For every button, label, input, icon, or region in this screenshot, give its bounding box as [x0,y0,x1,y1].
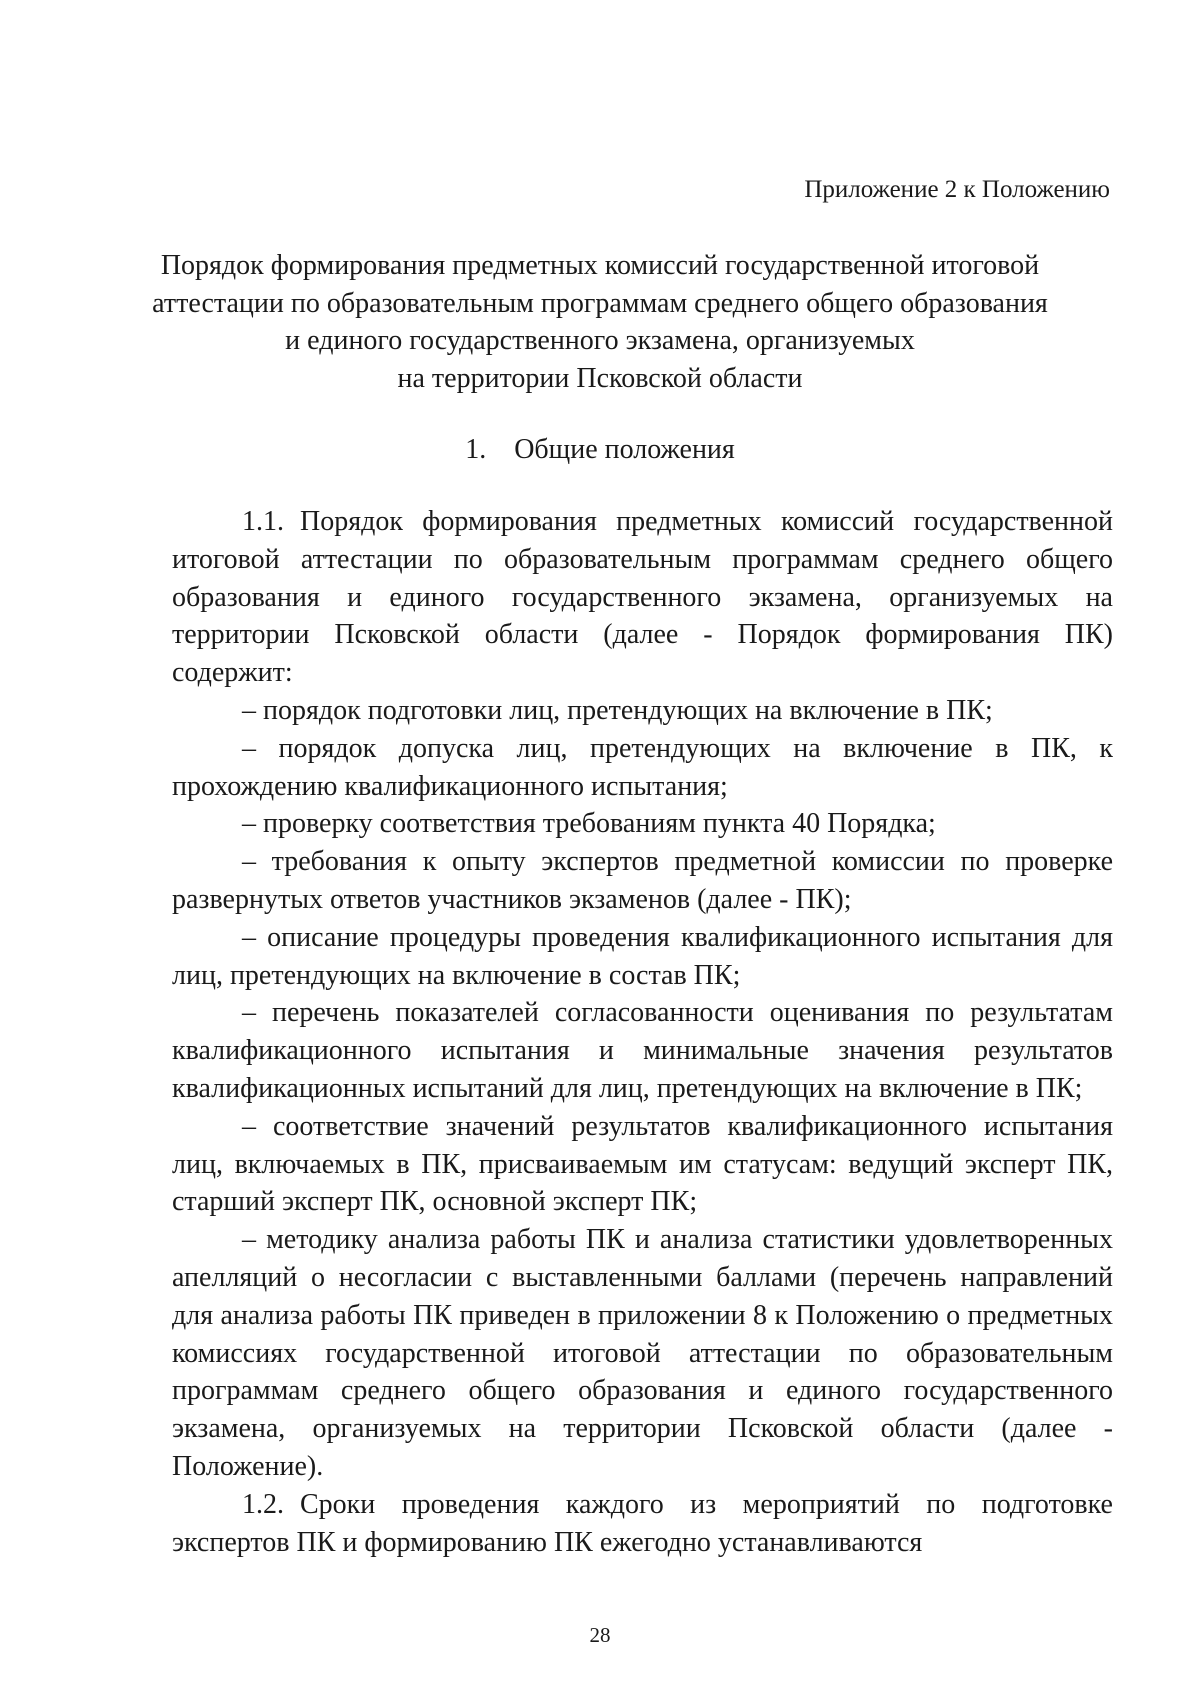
list-item: – соответствие значений результатов квалификационного испытания лиц, включаемых в ПК, присваиваемым им статусам: ведущий эксперт ПК, старший эксперт ПК, основной эксперт ПК; [172,1110,1113,1218]
section-number: 1. [465,434,487,465]
paragraph-number: 1.2. [242,1488,284,1520]
title-line: и единого государственного экзамена, организуемых [285,325,915,356]
paragraph-text: Сроки проведения каждого из мероприятий по подготовке экспертов ПК и формированию ПК ежегодно устанавливаются [172,1488,1113,1558]
paragraph-text: Порядок формирования предметных комиссий государственной итоговой аттестации по образовательным программам среднего общего образования и единого государственного экзамена, организуемых на территории Псковской области (далее - Порядок формирования ПК) содержит: [172,506,1113,689]
page-number: 28 [589,1623,611,1647]
title-line: аттестации по образовательным программам среднего общего образования [152,287,1048,319]
section-title: Общие положения [514,434,735,465]
paragraph-1-2 [172,1486,1113,1562]
list-item: – перечень показателей согласованности оценивания по результатам квалификационного испытания и минимальные значения результатов квалификационных испытаний для лиц, претендующих на включение в ПК; [172,997,1113,1104]
title-line: Порядок формирования предметных комиссий государственной итоговой [160,250,1040,281]
list-item: – проверку соответствия требованиям пункта 40 Порядка; [242,808,936,840]
body-text [172,503,1113,1561]
list-item: – методику анализа работы ПК и анализа статистики удовлетворенных апелляций о несогласии с выставленными баллами (перечень направлений для анализа работы ПК приведен в приложении 8 к Положению о предметных комиссиях государственной итоговой аттестации по образовательным программам среднего общего образования и единого государственного экзамена, организуемых на территории Псковской области (далее - Положение). [172,1224,1113,1482]
paragraph-number: 1.1. [242,506,284,537]
document-title [150,247,1050,397]
title-line: на территории Псковской области [397,362,803,394]
list-item: – порядок подготовки лиц, претендующих на включение в ПК; [242,694,993,726]
appendix-note: Приложение 2 к Положению [804,176,1110,203]
section-heading [0,432,1200,468]
list-item: – порядок допуска лиц, претендующих на включение в ПК, к прохождению квалификационного испытания; [172,732,1113,802]
paragraph-1-1 [172,503,1113,692]
list-item: – описание процедуры проведения квалификационного испытания для лиц, претендующих на включение в состав ПК; [172,921,1113,991]
list-item: – требования к опыту экспертов предметной комиссии по проверке развернутых ответов участников экзаменов (далее - ПК); [172,846,1113,915]
